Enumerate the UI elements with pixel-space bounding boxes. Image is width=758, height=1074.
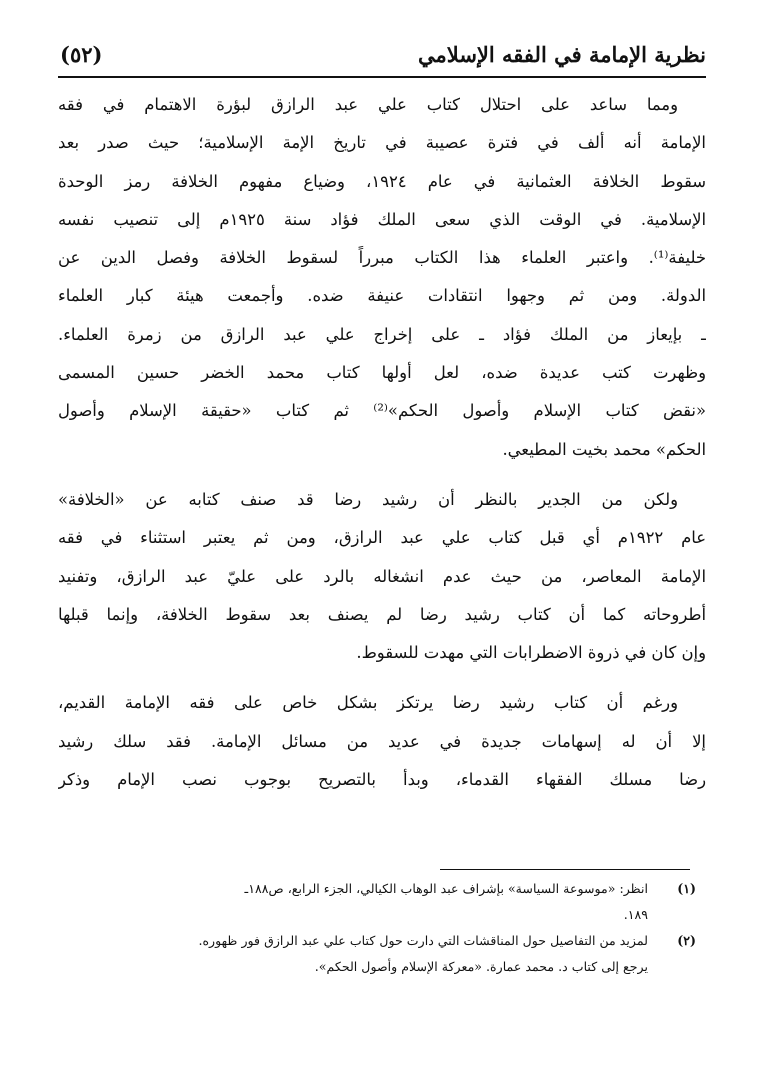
text-line: الإمامة أنه ألف في فترة عصيبة في تاريخ الإمة الإسلامية؛ حيث صدر بعد — [58, 133, 706, 153]
paragraph — [58, 684, 706, 799]
running-header — [60, 40, 706, 76]
footnote-1 — [40, 876, 696, 928]
paragraph — [58, 481, 706, 672]
footnote-number: (٢) — [677, 933, 696, 948]
page-number: (٥٢) — [60, 42, 103, 67]
text-line: ـ بإيعاز من الملك فؤاد ـ على إخراج علي عبد الرازق من زمرة العلماء. — [58, 324, 706, 344]
footnote-number: (١) — [677, 881, 696, 896]
text-line: ولكن من الجدير بالنظر أن رشيد رضا قد صنف كتابه عن «الخلافة» — [58, 489, 678, 509]
text-line: رضا مسلك الفقهاء القدماء، وبدأ بالتصريح بوجوب نصب الإمام وذكر — [58, 770, 706, 790]
footnote-line: لمزيد من التفاصيل حول المناقشات التي دارت حول كتاب علي عبد الرازق فور ظهوره. — [198, 933, 648, 948]
footnote-separator — [440, 869, 690, 870]
paragraph — [58, 86, 706, 469]
text-line: وظهرت كتب عديدة ضده، لعل أولها كتاب محمد الخضر حسين المسمى — [58, 363, 706, 383]
main-text — [58, 86, 706, 799]
footnotes — [40, 876, 696, 980]
text-line: إلا أن له إسهامات جديدة في عديد من مسائل الإمامة. فقد سلك رشيد — [58, 731, 706, 751]
footnote-line: انظر: «موسوعة السياسة» بإشراف عبد الوهاب الكيالي، الجزء الرابع، ص١٨٨ـ — [244, 881, 648, 896]
text-line: خليفة⁽¹⁾. واعتبر العلماء هذا الكتاب مبرراً لسقوط الخلافة وفصل الدين عن — [58, 248, 706, 268]
footnote-2 — [40, 928, 696, 980]
footnote-line: يرجع إلى كتاب د. محمد عمارة. «معركة الإسلام وأصول الحكم». — [314, 959, 648, 974]
text-line: ومما ساعد على احتلال كتاب علي عبد الرازق لبؤرة الاهتمام في فقه — [58, 95, 678, 114]
header-rule — [58, 76, 706, 78]
footnote-line: ١٨٩. — [623, 907, 648, 922]
text-line: ورغم أن كتاب رشيد رضا يرتكز بشكل خاص على فقه الإمامة القديم، — [58, 693, 678, 713]
text-line: الحكم» محمد بخيت المطيعي. — [502, 439, 706, 459]
text-line: سقوط الخلافة العثمانية في عام ١٩٢٤، وضياع مفهوم الخلافة رمز الوحدة — [58, 171, 706, 191]
text-line: الدولة. ومن ثم وجهوا انتقادات عنيفة ضده. وأجمعت هيئة كبار العلماء — [58, 286, 706, 306]
text-line: عام ١٩٢٢م أي قبل كتاب علي عبد الرازق، ومن ثم يعتبر استثناء في فقه — [58, 528, 706, 548]
text-line: وإن كان في ذروة الاضطرابات التي مهدت للسقوط. — [356, 643, 706, 663]
text-line: الإمامة المعاصر، من حيث عدم انشغاله بالرد على عليّ عبد الرازق، وتفنيد — [58, 566, 706, 586]
header-title: نظرية الإمامة في الفقه الإسلامي — [418, 42, 706, 67]
text-line: «نقض كتاب الإسلام وأصول الحكم»⁽²⁾ ثم كتاب «حقيقة الإسلام وأصول — [58, 401, 706, 421]
text-line: أطروحاته كما أن كتاب رشيد رضا لم يصنف بعد سقوط الخلافة، وإنما قبلها — [58, 604, 706, 624]
text-line: الإسلامية. في الوقت الذي سعى الملك فؤاد سنة ١٩٢٥م إلى تنصيب نفسه — [58, 209, 706, 229]
